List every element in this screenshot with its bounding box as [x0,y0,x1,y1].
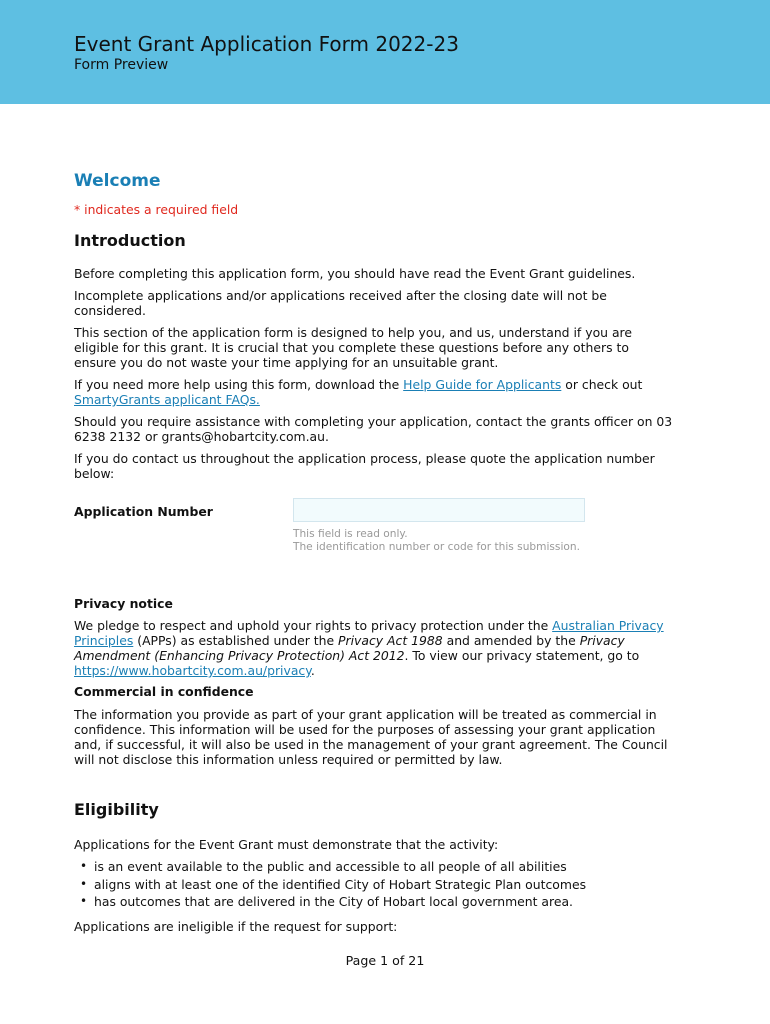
eligibility-heading: Eligibility [74,800,159,819]
application-number-row [74,504,674,559]
page-number: Page 1 of 21 [345,953,425,968]
welcome-heading: Welcome [74,171,161,191]
form-content [74,170,674,934]
help-guide-link[interactable]: Help Guide for Applicants [403,377,562,392]
intro-p4-text-b: or check out [561,377,643,392]
privacy-text-b: (APPs) as established under the [133,633,339,648]
privacy-text-d: . To view our privacy statement, go to [404,648,640,663]
eligibility-intro: Applications for the Event Grant must demonstrate that the activity: [74,837,499,852]
eligibility-criteria-list [74,858,674,911]
list-item: • aligns with at least one of the identified City of Hobart Strategic Plan outcomes [74,876,674,894]
form-subtitle: Form Preview [74,57,169,73]
privacy-statement-link[interactable]: https://www.hobartcity.com.au/privacy [74,663,311,678]
list-item: • has outcomes that are delivered in the City of Hobart local government area. [74,893,674,911]
privacy-notice-heading: Privacy notice [74,596,173,611]
privacy-act-1988: Privacy Act 1988 [338,633,443,648]
intro-paragraph-1: Before completing this application form, you should have read the Event Grant guidelines. [74,266,636,281]
intro-paragraph-3: This section of the application form is designed to help you, and us, understand if you are eligible for this grant. It is crucial that you complete these questions before any others to ensure you do not waste your time applying for an unsuitable grant. [74,325,632,370]
intro-p4-text-a: If you need more help using this form, download the [74,377,404,392]
application-number-field [293,498,585,522]
application-number-label: Application Number [74,504,213,519]
introduction-heading: Introduction [74,231,186,250]
privacy-text-e: . [310,663,315,678]
list-item: • is an event available to the public and accessible to all people of all abilities [74,858,674,876]
intro-paragraph-6: If you do contact us throughout the application process, please quote the application number below: [74,451,655,481]
form-title: Event Grant Application Form 2022-23 [74,32,459,56]
privacy-amendment-act: Privacy Amendment (Enhancing Privacy Protection) Act 2012 [74,633,625,663]
application-number-help [293,528,580,554]
commercial-confidence-heading: Commercial in confidence [74,684,254,699]
smartygrants-faq-link[interactable]: SmartyGrants applicant FAQs. [74,392,260,407]
intro-paragraph-5: Should you require assistance with completing your application, contact the grants officer on 03 6238 2132 or grants@hobartcity.com.au. [74,414,673,444]
australian-privacy-principles-link[interactable]: Australian Privacy Principles [74,618,664,648]
ineligibility-intro: Applications are ineligible if the request for support: [74,918,398,934]
privacy-notice-text [74,618,674,678]
page-header [0,0,770,104]
privacy-text-c: and amended by the [442,633,580,648]
intro-paragraph-4 [74,377,674,407]
commercial-confidence-text: The information you provide as part of your grant application will be treated as commercial in confidence. This information will be used for the purposes of assessing your grant application and, if successful, it will also be used in the management of your grant agreement. The Council will not disclose this information unless required or permitted by law. [74,707,668,767]
identification-note: The identification number or code for this submission. [293,541,580,553]
intro-paragraph-2: Incomplete applications and/or applications received after the closing date will not be considered. [74,288,607,318]
read-only-note: This field is read only. [293,528,408,540]
required-field-note: * indicates a required field [74,202,239,217]
privacy-text-a: We pledge to respect and uphold your rights to privacy protection under the [74,618,553,633]
